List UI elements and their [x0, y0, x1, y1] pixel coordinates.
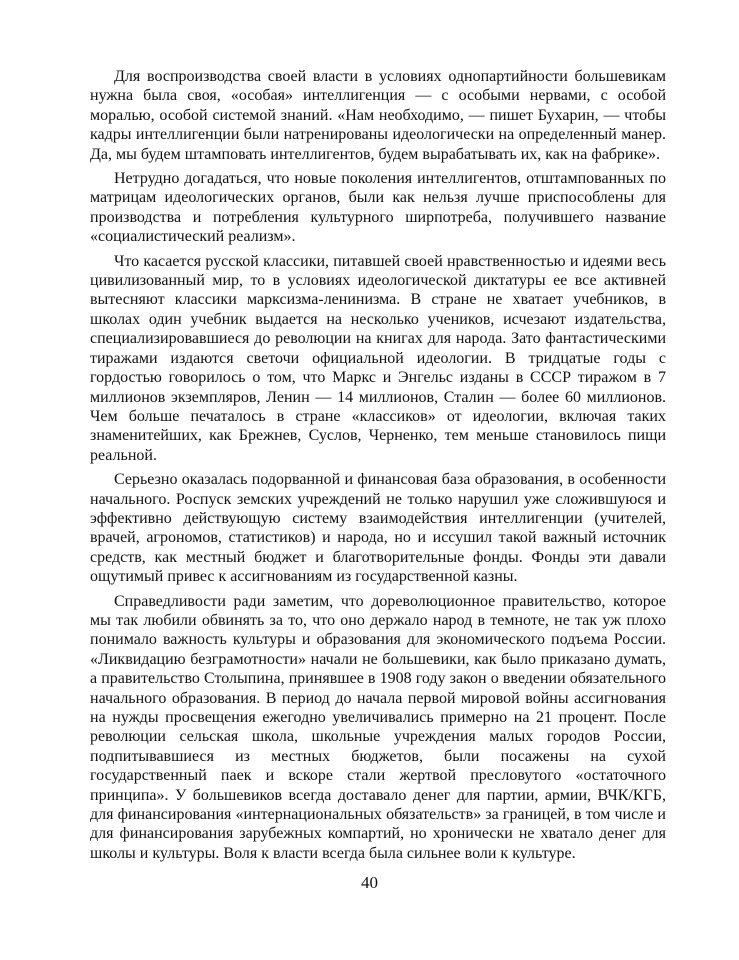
page-number: 40 [361, 873, 378, 892]
paragraph-5: Справедливости ради заметим, что дореволюционное правительство, которое мы так любили обвинять за то, что оно держало народ в темноте, не так уж плохо понимало важность культуры и образования для экономического подъема России. «Ликвидацию безграмотности» начали не большевики, как было приказано думать, а правительство Столыпина, принявшее в 1908 году закон о введении обязательного начального образования. В период до начала первой мировой войны ассигнования на нужды просвещения ежегодно увеличивались примерно на 21 процент. После революции сельская школа, школьные учреждения малых городов России, подпитывавшиеся из местных бюджетов, были посажены на сухой государственный паек и вскоре стали жертвой пресловутого «остаточного принципа». У большевиков всегда доставало денег для партии, армии, ВЧК/КГБ, для финансирования «интернациональных обязательств» за границей, в том числе и для финансирования зарубежных компартий, но хронически не хватало денег для школы и культуры. Воля к власти всегда была сильнее воли к культуре. [90, 592, 666, 862]
paragraph-1: Для воспроизводства своей власти в условиях однопартийности большевикам нужна была своя, «особая» интеллигенция — с особыми нервами, с особой моралью, особой системой знаний. «Нам необходимо, — пишет Бухарин, — чтобы кадры интеллигенции были натренированы идеологически на определенный манер. Да, мы будем штамповать интеллигентов, будем вырабатывать их, как на фабрике». [90, 68, 666, 163]
paragraph-3: Что касается русской классики, питавшей своей нравственностью и идеями весь цивилизованный мир, то в условиях идеологической диктатуры ее все активней вытесняют классики марксизма-ленинизма. В стране не хватает учебников, в школах один учебник выдается на несколько учеников, исчезают издательства, специализировавшиеся до революции на книгах для народа. Зато фантастическими тиражами издаются светочи официальной идеологии. В тридцатые годы с гордостью говорилось о том, что Маркс и Энгельс изданы в СССР тиражом в 7 миллионов экземпляров, Ленин — 14 миллионов, Сталин — более 60 миллионов. Чем больше печаталось в стране «классиков» от идеологии, включая таких знаменитейших, как Брежнев, Суслов, Черненко, тем меньше становилось пищи реальной. [90, 252, 666, 464]
paragraph-4: Серьезно оказалась подорванной и финансовая база образования, в особенности начального. Роспуск земских учреждений не только нарушил уже сложившуюся и эффективно действующую систему взаимодействия интеллигенции (учителей, врачей, агрономов, статистиков) и народа, но и иссушил такой важный источник средств, как местный бюджет и благотворительные фонды. Фонды эти давали ощутимый привес к ассигнованиям из государственной казны. [90, 471, 666, 586]
paragraph-2: Нетрудно догадаться, что новые поколения интеллигентов, отштампованных по матрицам идеологических органов, были как нельзя лучше приспособлены для производства и потребления культурного ширпотреба, получившего название «социалистический реализм». [90, 170, 666, 246]
page-body [90, 67, 666, 868]
